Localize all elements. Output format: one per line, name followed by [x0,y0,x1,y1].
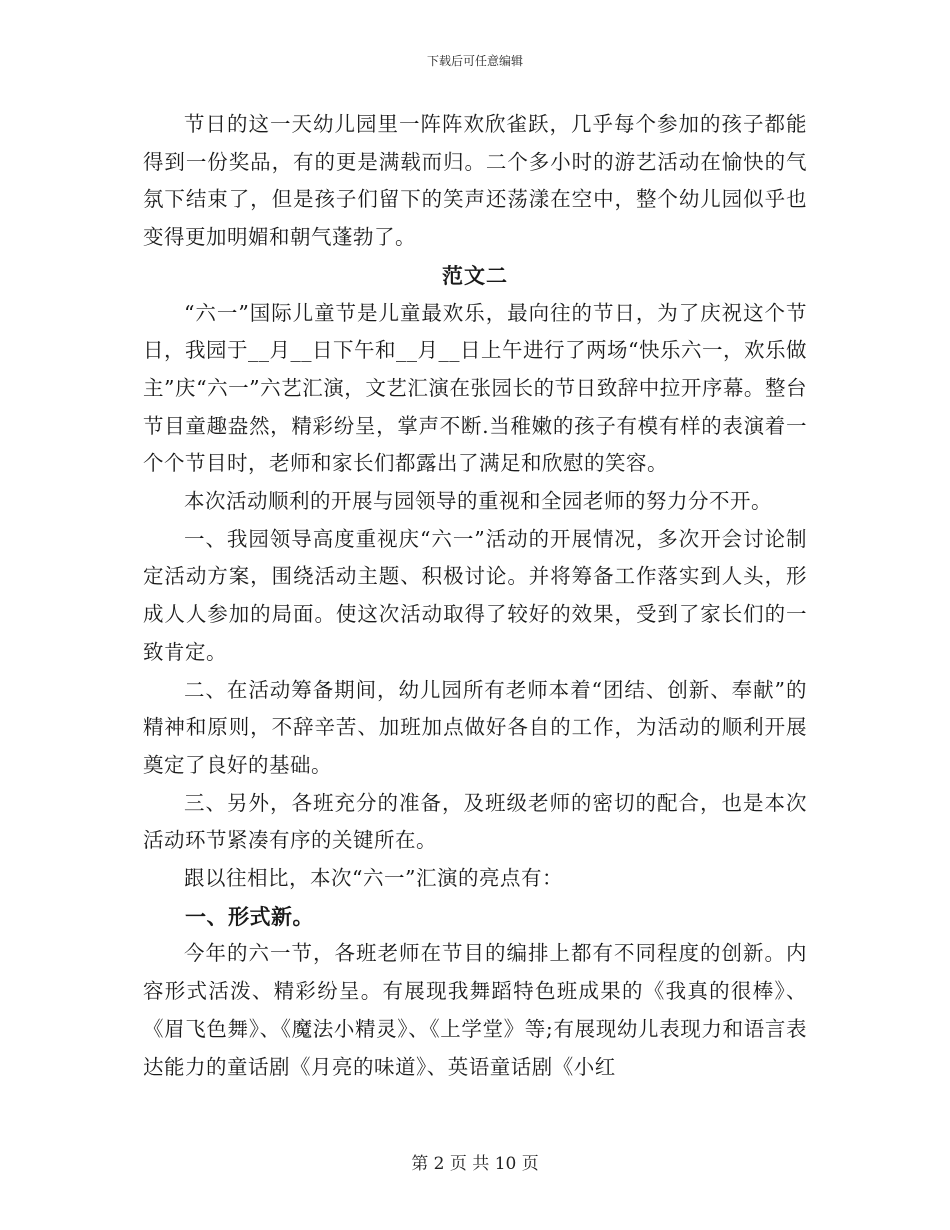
paragraph-highlight-detail: 今年的六一节，各班老师在节目的编排上都有不同程度的创新。内容形式活泼、精彩纷呈。有展现我舞蹈特色班成果的《我真的很棒》、《眉飞色舞》、《魔法小精灵》、《上学堂》等;有展现幼儿表现力和语言表达能力的童话剧《月亮的味道》、英语童话剧《小红 [143,941,807,1079]
paragraph-closing-festival: 节日的这一天幼儿园里一阵阵欢欣雀跃，几乎每个参加的孩子都能得到一份奖品，有的更是满载而归。二个多小时的游艺活动在愉快的气氛下结束了，但是孩子们留下的笑声还荡漾在空中，整个幼儿园似乎也变得更加明媚和朝气蓬勃了。 [143,112,807,250]
paragraph-highlights-intro: 跟以往相比，本次“六一”汇演的亮点有： [184,866,563,891]
document-body [143,106,807,1086]
section-title: 范文二 [442,262,508,288]
paragraph-intro: “六一”国际儿童节是儿童最欢乐，最向往的节日，为了庆祝这个节日，我园于__月__日下午和__月__日上午进行了两场“快乐六一，欢乐做主”庆“六一”六艺汇演，文艺汇演在张园长的节日致辞中拉开序幕。整台节目童趣盎然，精彩纷呈，掌声不断.当稚嫩的孩子有模有样的表演着一个个节目时，老师和家长们都露出了满足和欣慰的笑容。 [143,300,807,476]
paragraph-point-three: 三、另外，各班充分的准备，及班级老师的密切的配合，也是本次活动环节紧凑有序的关键所在。 [143,790,807,853]
page-footer: 第 2 页 共 10 页 [411,1154,539,1174]
paragraph-summary: 本次活动顺利的开展与园领导的重视和全园老师的努力分不开。 [184,489,772,514]
page-header: 下载后可任意编辑 [426,54,523,68]
paragraph-point-one: 一、我园领导高度重视庆“六一”活动的开展情况，多次开会讨论制定活动方案，围绕活动主题、积极讨论。并将筹备工作落实到人头，形成人人参加的局面。使这次活动取得了较好的效果，受到了家长们的一致肯定。 [143,526,807,664]
paragraph-point-two: 二、在活动筹备期间，幼儿园所有老师本着“团结、创新、奉献”的精神和原则，不辞辛苦、加班加点做好各自的工作，为活动的顺利开展奠定了良好的基础。 [143,677,807,777]
highlight-heading: 一、形式新。 [185,903,314,929]
